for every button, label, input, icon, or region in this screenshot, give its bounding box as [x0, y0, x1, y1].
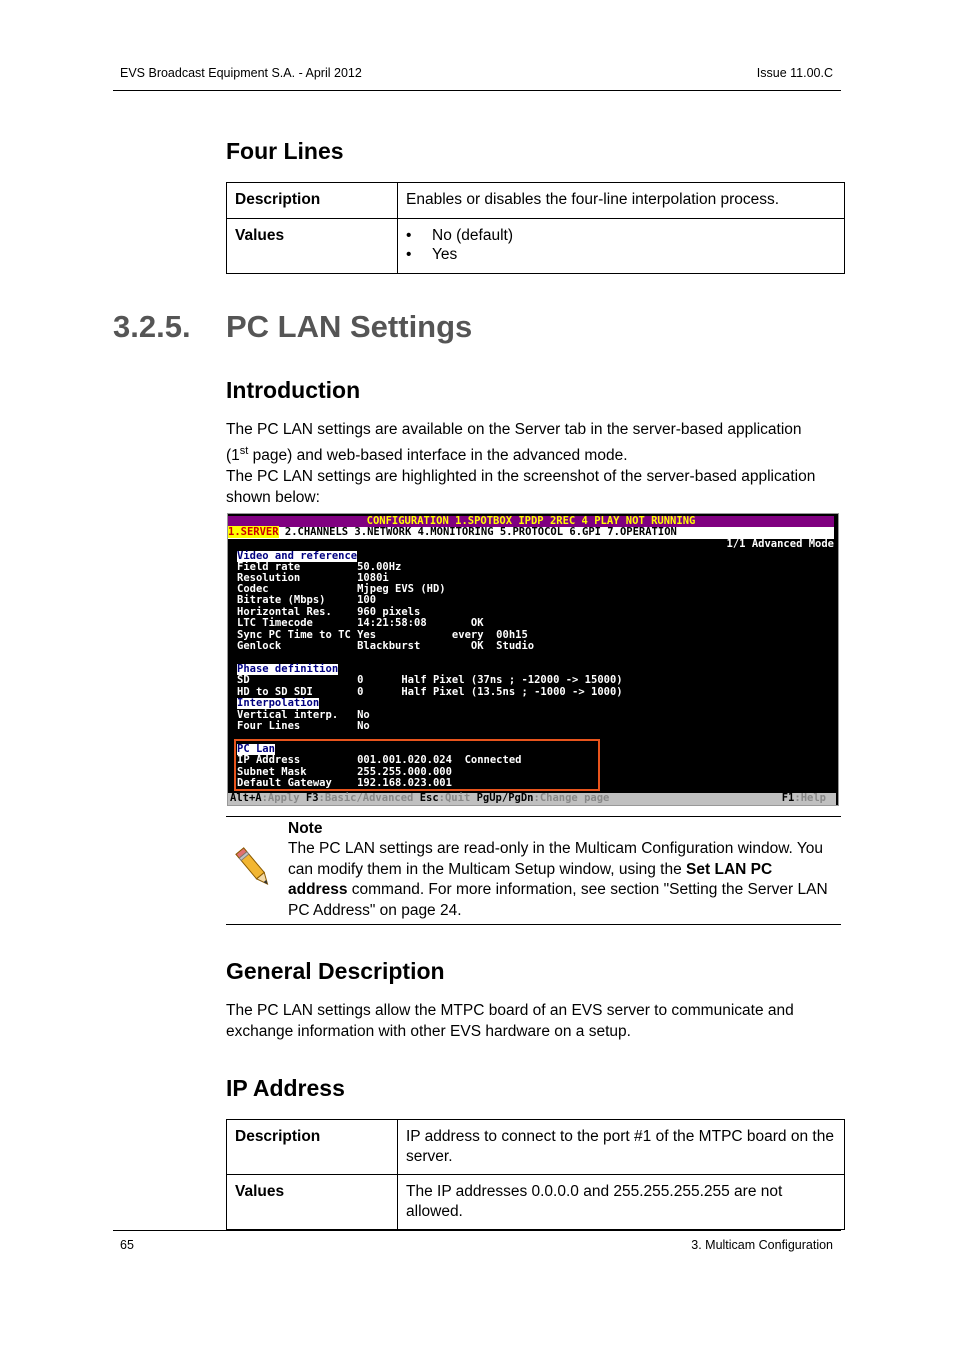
four-lines-table: [226, 182, 845, 274]
status-desc: :Quit: [438, 792, 477, 804]
table-value: IP address to connect to the port #1 of the MTPC board on the server.: [398, 1120, 845, 1175]
table-value: Enables or disables the four-line interpolation process.: [398, 183, 845, 219]
section-interpolation: Interpolation: [237, 697, 320, 709]
table-value: [398, 218, 845, 273]
table-key: Values: [227, 218, 398, 273]
page-number: 65: [120, 1238, 134, 1252]
list-item: • No (default): [406, 226, 513, 244]
table-key: Description: [227, 1120, 398, 1175]
screenshot-line: Codec Mjpeg EVS (HD): [237, 583, 446, 595]
screenshot-menu-rest: 2.CHANNELS 3.NETWORK 4.MONITORING 5.PROTOCOL 6.GPI 7.OPERATION: [278, 526, 677, 538]
status-key: F3: [305, 792, 319, 804]
introduction-heading: Introduction: [226, 377, 361, 403]
header-left: EVS Broadcast Equipment S.A. - April 2012: [120, 66, 362, 80]
table-key: Values: [227, 1175, 398, 1230]
general-description-text: The PC LAN settings allow the MTPC board of an EVS server to communicate and exchange information with other EVS hardware on a setup.: [226, 1002, 794, 1040]
pencil-icon: [230, 842, 278, 894]
screenshot-line: IP Address 001.001.020.024 Connected: [237, 754, 522, 766]
status-key: F1: [781, 792, 795, 804]
status-desc: :Help: [794, 792, 826, 804]
table-value: The IP addresses 0.0.0.0 and 255.255.255.255 are not allowed.: [398, 1175, 845, 1230]
screenshot-line: Bitrate (Mbps) 100: [237, 594, 377, 606]
screenshot-line: LTC Timecode 14:21:58:08 OK: [237, 617, 484, 629]
table-key: Description: [227, 183, 398, 219]
ip-address-table: [226, 1119, 845, 1230]
status-desc: :Change page: [533, 792, 610, 804]
screenshot-line: Genlock Blackburst OK Studio: [237, 640, 535, 652]
table-row: [227, 218, 845, 273]
screenshot-line: Horizontal Res. 960 pixels: [237, 606, 421, 618]
general-description-heading: General Description: [226, 958, 445, 984]
header-right: Issue 11.00.C: [756, 66, 833, 80]
status-key: Alt+A: [230, 792, 262, 804]
note-top-rule: [226, 816, 841, 817]
screenshot-line: Sync PC Time to TC Yes every 00h15: [237, 629, 528, 641]
list-item: • Yes: [406, 246, 458, 263]
section-number: 3.2.5.: [113, 309, 191, 344]
screenshot-status-bar: [228, 793, 836, 805]
screenshot-line: Field rate 50.00Hz: [237, 561, 402, 573]
screenshot-line: Default Gateway 192.168.023.001: [237, 777, 452, 789]
screenshot-line: Subnet Mask 255.255.000.000: [237, 766, 452, 778]
note-bottom-rule: [226, 924, 841, 925]
note-title: Note: [288, 820, 323, 837]
screenshot-line: Four Lines No: [237, 720, 370, 732]
config-screenshot: [227, 513, 839, 806]
table-row: [227, 1175, 845, 1230]
section-title: [113, 309, 473, 345]
screenshot-line: SD 0 Half Pixel (37ns ; -12000 -> 15000): [237, 674, 623, 686]
section-video-reference: Video and reference: [237, 550, 358, 562]
status-key: Esc: [419, 792, 439, 804]
screenshot-line: HD to SD SDI 0 Half Pixel (13.5ns ; -1000 -> 1000): [237, 686, 623, 698]
status-desc: :Apply: [261, 792, 306, 804]
pc-lan-highlight-box: [234, 739, 600, 791]
status-desc: :Basic/Advanced: [318, 792, 420, 804]
intro-paragraph-1: The PC LAN settings are available on the Server tab in the server-based application (1st page) and web-based interface in the advanced mode.: [226, 421, 802, 464]
tab-server: 1.SERVER: [228, 526, 279, 538]
section-pc-lan: PC Lan: [237, 743, 275, 755]
screenshot-title-bar: CONFIGURATION 1.SPOTBOX IPDP 2REC 4 PLAY NOT RUNNING: [228, 516, 834, 527]
table-row: [227, 183, 845, 219]
note-text: The PC LAN settings are read-only in the Multicam Configuration window. You can modify them in the Multicam Setup window, using the Set LAN PC address command. For more information, see section "Setting the Server LAN PC Address" on page 24.: [288, 840, 828, 919]
intro-paragraph-2: The PC LAN settings are highlighted in the screenshot of the server-based application shown below:: [226, 468, 816, 506]
screenshot-line: Vertical interp. No: [237, 709, 370, 721]
screenshot-mode: 1/1 Advanced Mode: [726, 538, 834, 550]
footer-rule: [113, 1230, 841, 1231]
footer-chapter: 3. Multicam Configuration: [691, 1238, 833, 1252]
status-key: PgUp/PgDn: [476, 792, 534, 804]
screenshot-line: Resolution 1080i: [237, 572, 389, 584]
header-rule: [113, 90, 841, 91]
section-title-text: PC LAN Settings: [226, 309, 473, 344]
four-lines-heading: Four Lines: [226, 138, 344, 164]
table-row: [227, 1120, 845, 1175]
ip-address-heading: IP Address: [226, 1075, 345, 1101]
section-phase-definition: Phase definition: [237, 663, 339, 675]
